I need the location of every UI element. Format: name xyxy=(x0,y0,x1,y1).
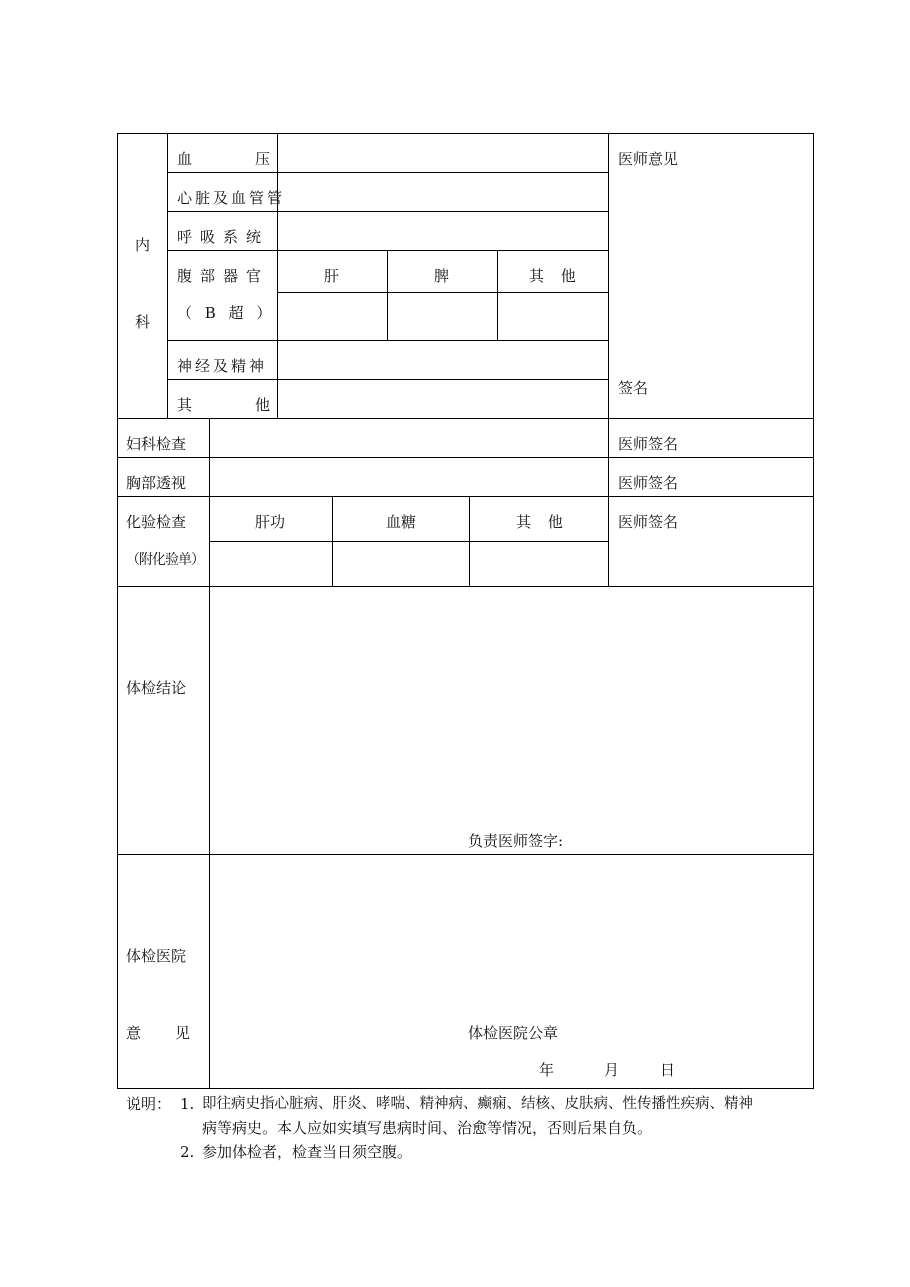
neuro-field[interactable] xyxy=(278,341,608,379)
hospital-opinion-label-a: 意 xyxy=(126,1024,142,1042)
gynecology-label: 妇科检查 xyxy=(126,435,187,453)
note-2-text: 参加体检者，检查当日须空腹。 xyxy=(202,1143,413,1161)
spleen-field[interactable] xyxy=(388,293,497,340)
border-bottom xyxy=(117,1088,814,1089)
col-line xyxy=(167,133,168,418)
other-header: 其 他 xyxy=(529,267,582,285)
note-1-number: 1. xyxy=(180,1095,195,1113)
lab-test-signature: 医师签名 xyxy=(618,513,679,531)
row-line xyxy=(117,496,814,497)
border-right xyxy=(813,133,814,1089)
lab-test-label: 化验检查 xyxy=(126,513,187,531)
abdominal-label: 腹部器官 xyxy=(177,267,270,285)
respiratory-label: 呼吸系统 xyxy=(177,228,270,246)
date-month: 月 xyxy=(604,1061,620,1079)
chest-xray-signature: 医师签名 xyxy=(618,474,679,492)
blood-pressure-field[interactable] xyxy=(278,134,608,172)
section-label-internal: 内 xyxy=(135,236,151,254)
blood-sugar-header: 血糖 xyxy=(386,513,417,531)
responsible-doctor-signature: 负责医师签字: xyxy=(468,832,564,850)
note-2-number: 2. xyxy=(180,1143,195,1161)
other-label-a: 其 xyxy=(177,396,193,414)
other-label-b: 他 xyxy=(255,396,271,414)
other-field[interactable] xyxy=(278,380,608,418)
section-label-medicine: 科 xyxy=(135,313,151,331)
gynecology-signature: 医师签名 xyxy=(618,435,679,453)
other-abdominal-field[interactable] xyxy=(498,293,608,340)
blood-pressure-label-a: 血 xyxy=(177,150,193,168)
notes-prefix: 说明： xyxy=(126,1095,172,1113)
lab-other-header: 其 他 xyxy=(516,513,569,531)
liver-function-header: 肝功 xyxy=(255,513,286,531)
respiratory-field[interactable] xyxy=(278,212,608,250)
note-1-line-1: 即往病史指心脏病、肝炎、哮喘、精神病、癫痫、结核、皮肤病、性传播性疾病、精神 xyxy=(202,1096,753,1112)
liver-field[interactable] xyxy=(278,293,387,340)
internal-signature-label: 签名 xyxy=(618,379,649,397)
heart-label: 心脏及血管管 xyxy=(177,189,286,207)
lab-other-field[interactable] xyxy=(470,542,608,586)
blood-pressure-label-b: 压 xyxy=(255,150,271,168)
conclusion-label: 体检结论 xyxy=(126,679,187,697)
hospital-seal-label: 体检医院公章 xyxy=(468,1024,559,1042)
neuro-label: 神经及精神 xyxy=(177,357,268,375)
chest-xray-label: 胸部透视 xyxy=(126,474,187,492)
date-day: 日 xyxy=(660,1061,676,1079)
chest-xray-field[interactable] xyxy=(210,458,608,496)
hospital-opinion-field[interactable] xyxy=(210,855,813,1088)
b-ultrasound-label: （ B 超 ） xyxy=(177,304,276,322)
hospital-opinion-label-b: 见 xyxy=(175,1024,191,1042)
note-1-line-2: 病等病史。本人应如实填写患病时间、治愈等情况，否则后果自负。 xyxy=(202,1119,653,1137)
liver-function-field[interactable] xyxy=(210,542,332,586)
date-year: 年 xyxy=(539,1061,555,1079)
border-left xyxy=(117,133,118,1089)
doctor-opinion-label: 医师意见 xyxy=(618,150,679,168)
gynecology-field[interactable] xyxy=(210,419,608,457)
col-line xyxy=(608,133,609,586)
hospital-label: 体检医院 xyxy=(126,947,187,965)
spleen-header: 脾 xyxy=(434,267,450,285)
blood-sugar-field[interactable] xyxy=(333,542,469,586)
lab-test-sublabel: （附化验单） xyxy=(126,552,204,568)
heart-field[interactable] xyxy=(278,173,608,211)
liver-header: 肝 xyxy=(324,267,340,285)
conclusion-field[interactable] xyxy=(210,587,813,854)
